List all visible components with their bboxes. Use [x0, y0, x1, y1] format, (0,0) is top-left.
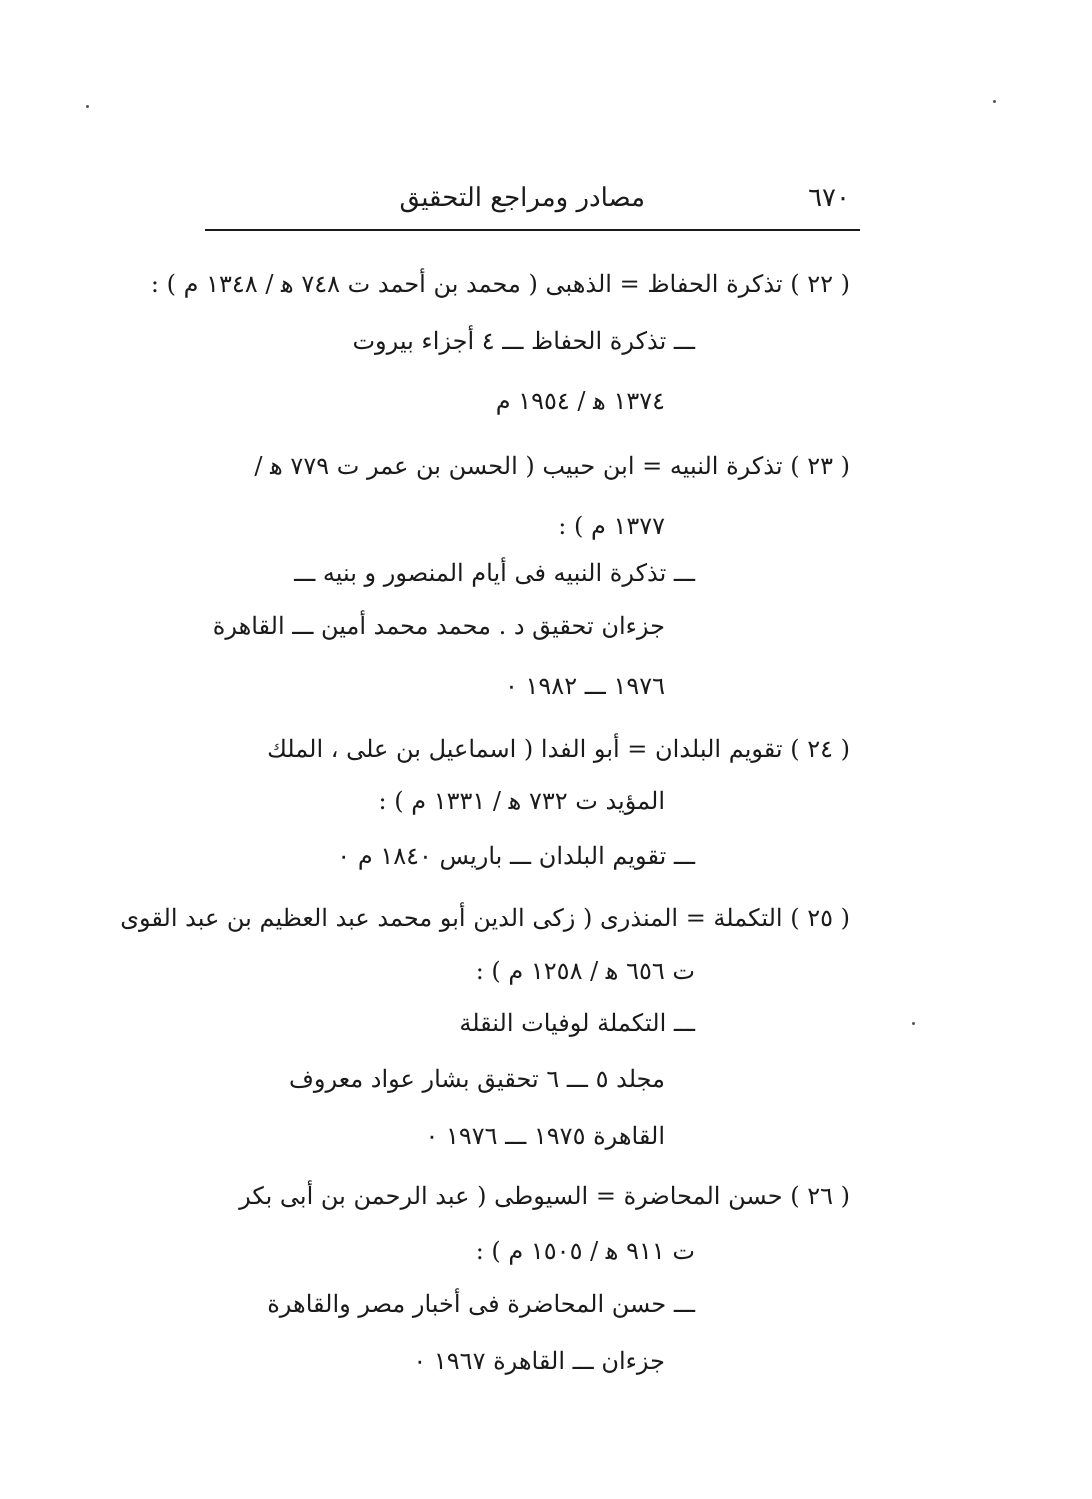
entry-26-line-3: ـــ حسن المحاضرة فى أخبار مصر والقاهرة — [267, 1290, 695, 1318]
scan-speck — [912, 1022, 915, 1025]
entry-22-heading: ( ٢٢ ) تذكرة الحفاظ = الذهبى ( محمد بن أحمد ت ٧٤٨ ﻫ / ١٣٤٨ م ) : — [150, 270, 850, 298]
page-header — [205, 175, 860, 231]
entry-23-line-5: ١٩٧٦ ـــ ١٩٨٢ ٠ — [504, 672, 665, 700]
entry-25-heading: ( ٢٥ ) التكملة = المنذرى ( زكى الدين أبو محمد عبد العظيم بن عبد القوى — [120, 904, 850, 932]
entry-24-line-2: المؤيد ت ٧٣٢ ﻫ / ١٣٣١ م ) : — [378, 787, 665, 815]
entry-25-line-2: ت ٦٥٦ ﻫ / ١٢٥٨ م ) : — [475, 957, 695, 985]
entry-24-heading: ( ٢٤ ) تقويم البلدان = أبو الفدا ( اسماعيل بن على ، الملك — [267, 735, 850, 763]
running-title: مصادر ومراجع التحقيق — [399, 183, 645, 213]
entry-23-line-4: جزءان تحقيق د . محمد محمد أمين ـــ القاهرة — [212, 612, 665, 640]
entry-23-line-3: ـــ تذكرة النبيه فى أيام المنصور و بنيه ـــ — [294, 559, 695, 587]
page-number: ٦٧٠ — [808, 183, 850, 213]
entry-22-line-2: ـــ تذكرة الحفاظ ـــ ٤ أجزاء بيروت — [352, 327, 695, 355]
entry-23-line-2: ١٣٧٧ م ) : — [558, 512, 665, 540]
entry-26-heading: ( ٢٦ ) حسن المحاضرة = السيوطى ( عبد الرحمن بن أبى بكر — [239, 1182, 850, 1210]
scan-speck — [86, 105, 89, 108]
entry-26-line-2: ت ٩١١ ﻫ / ١٥٠٥ م ) : — [475, 1237, 695, 1265]
entry-23-heading: ( ٢٣ ) تذكرة النبيه = ابن حبيب ( الحسن بن عمر ت ٧٧٩ ﻫ / — [254, 452, 850, 480]
entry-25-line-3: ـــ التكملة لوفيات النقلة — [459, 1009, 695, 1037]
entry-24-line-3: ـــ تقويم البلدان ـــ باريس ١٨٤٠ م ٠ — [337, 842, 695, 870]
entry-25-line-4: مجلد ٥ ـــ ٦ تحقيق بشار عواد معروف — [289, 1065, 665, 1093]
scan-speck — [993, 100, 996, 103]
entry-26-line-4: جزءان ـــ القاهرة ١٩٦٧ ٠ — [413, 1347, 665, 1375]
header-rule — [205, 229, 860, 231]
entry-22-line-3: ١٣٧٤ ﻫ / ١٩٥٤ م — [495, 387, 665, 415]
entry-25-line-5: القاهرة ١٩٧٥ ـــ ١٩٧٦ ٠ — [425, 1122, 665, 1150]
